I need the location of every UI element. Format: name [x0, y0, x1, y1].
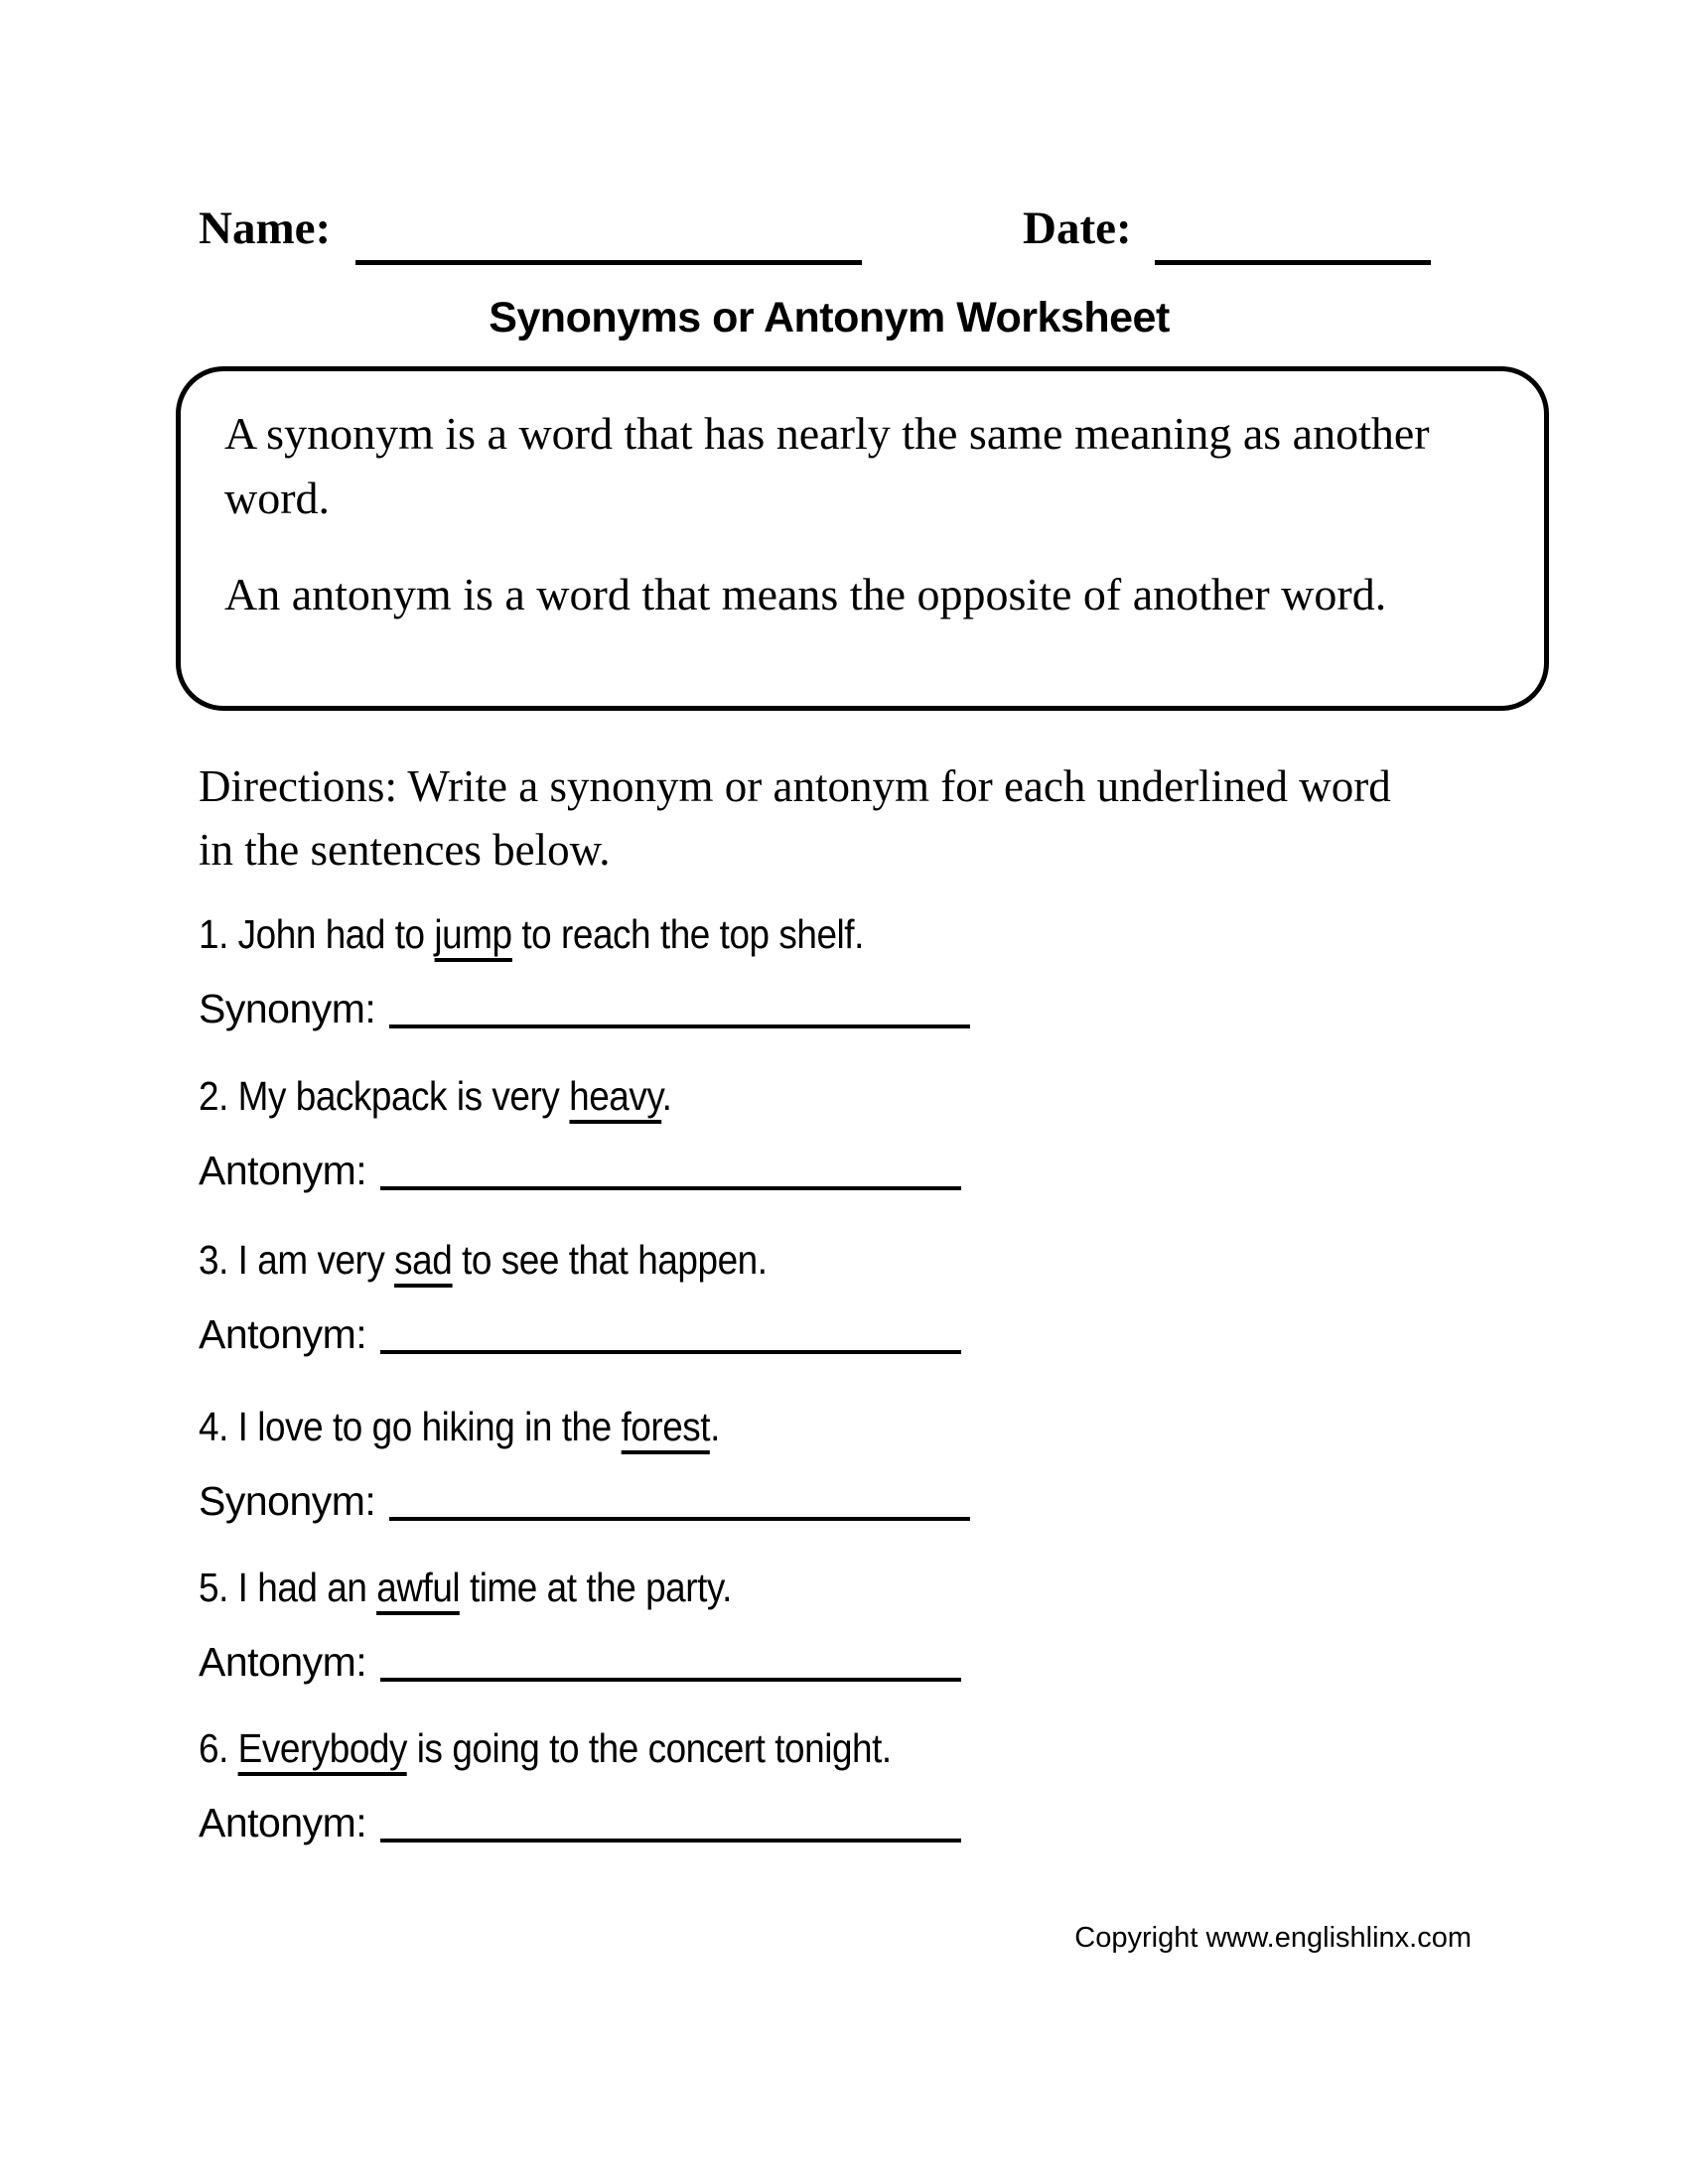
answer-row — [199, 1308, 1489, 1358]
answer-blank-line[interactable] — [389, 989, 970, 1028]
date-label: Date: — [1023, 203, 1132, 254]
answer-blank-line[interactable] — [380, 1642, 961, 1682]
item-sentence — [199, 1563, 1489, 1612]
answer-label: Antonym: — [199, 1800, 367, 1845]
sentence-text-after: . — [661, 1073, 672, 1119]
item-sentence — [199, 909, 1489, 959]
name-blank-line[interactable] — [355, 212, 862, 265]
underlined-word: heavy — [569, 1073, 661, 1124]
question-item-6 — [199, 1723, 1489, 1846]
sentence-text-after: to reach the top shelf. — [511, 911, 864, 957]
sentence-text-before: 1. John had to — [199, 911, 435, 957]
question-item-3 — [199, 1235, 1489, 1358]
sentence-text-before: 4. I love to go hiking in the — [199, 1404, 622, 1449]
answer-label: Synonym: — [199, 1478, 376, 1524]
answer-row — [199, 1475, 1489, 1525]
answer-row — [199, 1636, 1489, 1686]
answer-label: Antonym: — [199, 1148, 367, 1193]
sentence-text-before: 2. My backpack is very — [199, 1073, 570, 1119]
item-sentence — [199, 1402, 1489, 1451]
answer-row — [199, 983, 1489, 1032]
underlined-word: awful — [376, 1565, 460, 1615]
sentence-text-after: . — [710, 1404, 720, 1449]
answer-label: Antonym: — [199, 1639, 367, 1685]
answer-blank-line[interactable] — [380, 1314, 961, 1354]
item-sentence — [199, 1071, 1489, 1121]
sentence-text-after: to see that happen. — [452, 1237, 768, 1283]
sentence-text-before: 5. I had an — [199, 1565, 377, 1610]
answer-label: Antonym: — [199, 1311, 367, 1357]
answer-blank-line[interactable] — [380, 1803, 961, 1843]
answer-label: Synonym: — [199, 986, 376, 1031]
name-label: Name: — [199, 203, 332, 254]
answer-blank-line[interactable] — [389, 1481, 970, 1521]
definition-box — [176, 366, 1549, 711]
sentence-text-after: is going to the concert tonight. — [406, 1725, 892, 1771]
item-sentence — [199, 1723, 1489, 1773]
answer-blank-line[interactable] — [380, 1151, 961, 1190]
sentence-text-after: time at the party. — [460, 1565, 732, 1610]
question-item-2 — [199, 1071, 1489, 1194]
item-sentence — [199, 1235, 1489, 1285]
underlined-word: Everybody — [238, 1725, 407, 1776]
directions-text: Directions: Write a synonym or antonym for each underlined word in the sentences below. — [199, 761, 1391, 875]
underlined-word: forest — [621, 1404, 710, 1454]
question-item-4 — [199, 1402, 1489, 1525]
answer-row — [199, 1145, 1489, 1194]
answer-row — [199, 1797, 1489, 1846]
copyright-text: Copyright www.englishlinx.com — [1074, 1922, 1472, 1954]
question-item-1 — [199, 909, 1489, 1032]
antonym-definition: An antonym is a word that means the opposite of another word. — [224, 569, 1387, 619]
worksheet-title: Synonyms or Antonym Worksheet — [489, 294, 1170, 341]
underlined-word: sad — [394, 1237, 452, 1288]
synonym-definition: A synonym is a word that has nearly the same meaning as another word. — [224, 408, 1430, 523]
underlined-word: jump — [434, 911, 511, 962]
date-blank-line[interactable] — [1155, 212, 1431, 265]
sentence-text-before: 3. I am very — [199, 1237, 395, 1283]
question-item-5 — [199, 1563, 1489, 1686]
sentence-text-before: 6. — [199, 1725, 238, 1771]
